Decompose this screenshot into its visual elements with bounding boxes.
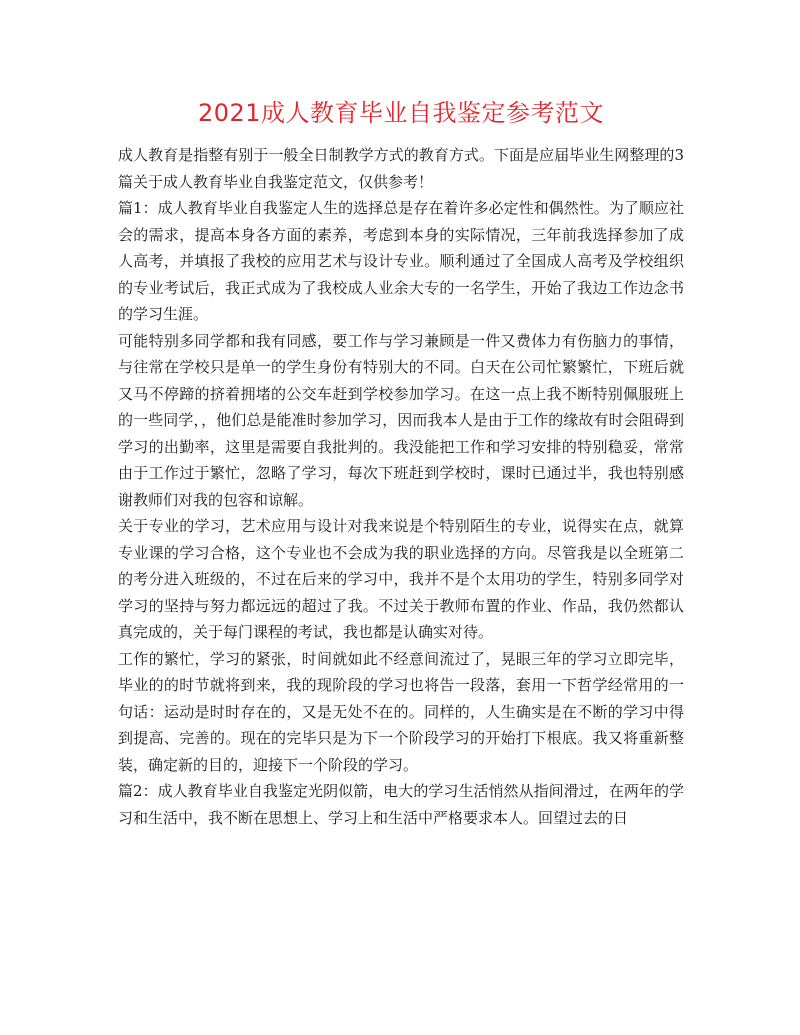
- document-body: [118, 142, 684, 831]
- essay-1-paragraph-3: 关于专业的学习，艺术应用与设计对我来说是个特别陌生的专业，说得实在点，就算专业课的学习合格，这个专业也不会成为我的职业选择的方向。尽管我是以全班第二的考分进入班级的，不过在后来的学习中，我并不是个太用功的学生，特别多同学对学习的坚持与努力都远远的超过了我。不过关于教师布置的作业、作品，我仍然都认真完成的，关于每门课程的考试，我也都是认确实对待。: [118, 517, 684, 641]
- intro-paragraph: 成人教育是指整有别于一般全日制教学方式的教育方式。下面是应届毕业生网整理的3篇关于成人教育毕业自我鉴定范文，仅供参考！: [118, 146, 684, 191]
- document-title: 2021成人教育毕业自我鉴定参考范文: [197, 99, 605, 127]
- essay-1-paragraph-2: 可能特别多同学都和我有同感，要工作与学习兼顾是一件又费体力有伤脑力的事情，与往常在学校只是单一的学生身份有特别大的不同。白天在公司忙繁繁忙，下班后就又马不停蹄的挤着拥堵的公交车赶到学校参加学习。在这一点上我不断特别佩服班上的一些同学，，他们总是能准时参加学习，因而我本人是由于工作的缘故有时会阻碍到学习的出勤率，这里是需要自我批判的。我没能把工作和学习安排的特别稳妥，常常由于工作过于繁忙，忽略了学习，每次下班赶到学校时，课时已通过半，我也特别感谢教师们对我的包容和谅解。: [118, 331, 684, 509]
- essay-2-paragraph-1: 篇2：成人教育毕业自我鉴定光阴似箭，电大的学习生活悄然从指间滑过，在两年的学习和生活中，我不断在思想上、学习上和生活中严格要求本人。回望过去的日: [118, 782, 684, 827]
- document-page: [118, 96, 684, 831]
- essay-1-paragraph-1: 篇1：成人教育毕业自我鉴定人生的选择总是存在着许多必定性和偶然性。为了顺应社会的需求，提高本身各方面的素养，考虑到本身的实际情况，三年前我选择参加了成人高考，并填报了我校的应用艺术与设计专业。顺利通过了全国成人高考及学校组织的专业考试后，我正式成为了我校成人业余大专的一名学生，开始了我边工作边念书的学习生涯。: [118, 199, 684, 323]
- essay-1-paragraph-4: 工作的繁忙，学习的紧张，时间就如此不经意间流过了，晃眼三年的学习立即完毕，毕业的的时节就将到来，我的现阶段的学习也将告一段落，套用一下哲学经常用的一句话：运动是时时存在的，又是无处不在的。同样的，人生确实是在不断的学习中得到提高、完善的。现在的完毕只是为下一个阶段学习的开始打下根底。我又将重新整装，确定新的目的，迎接下一个阶段的学习。: [118, 649, 684, 774]
